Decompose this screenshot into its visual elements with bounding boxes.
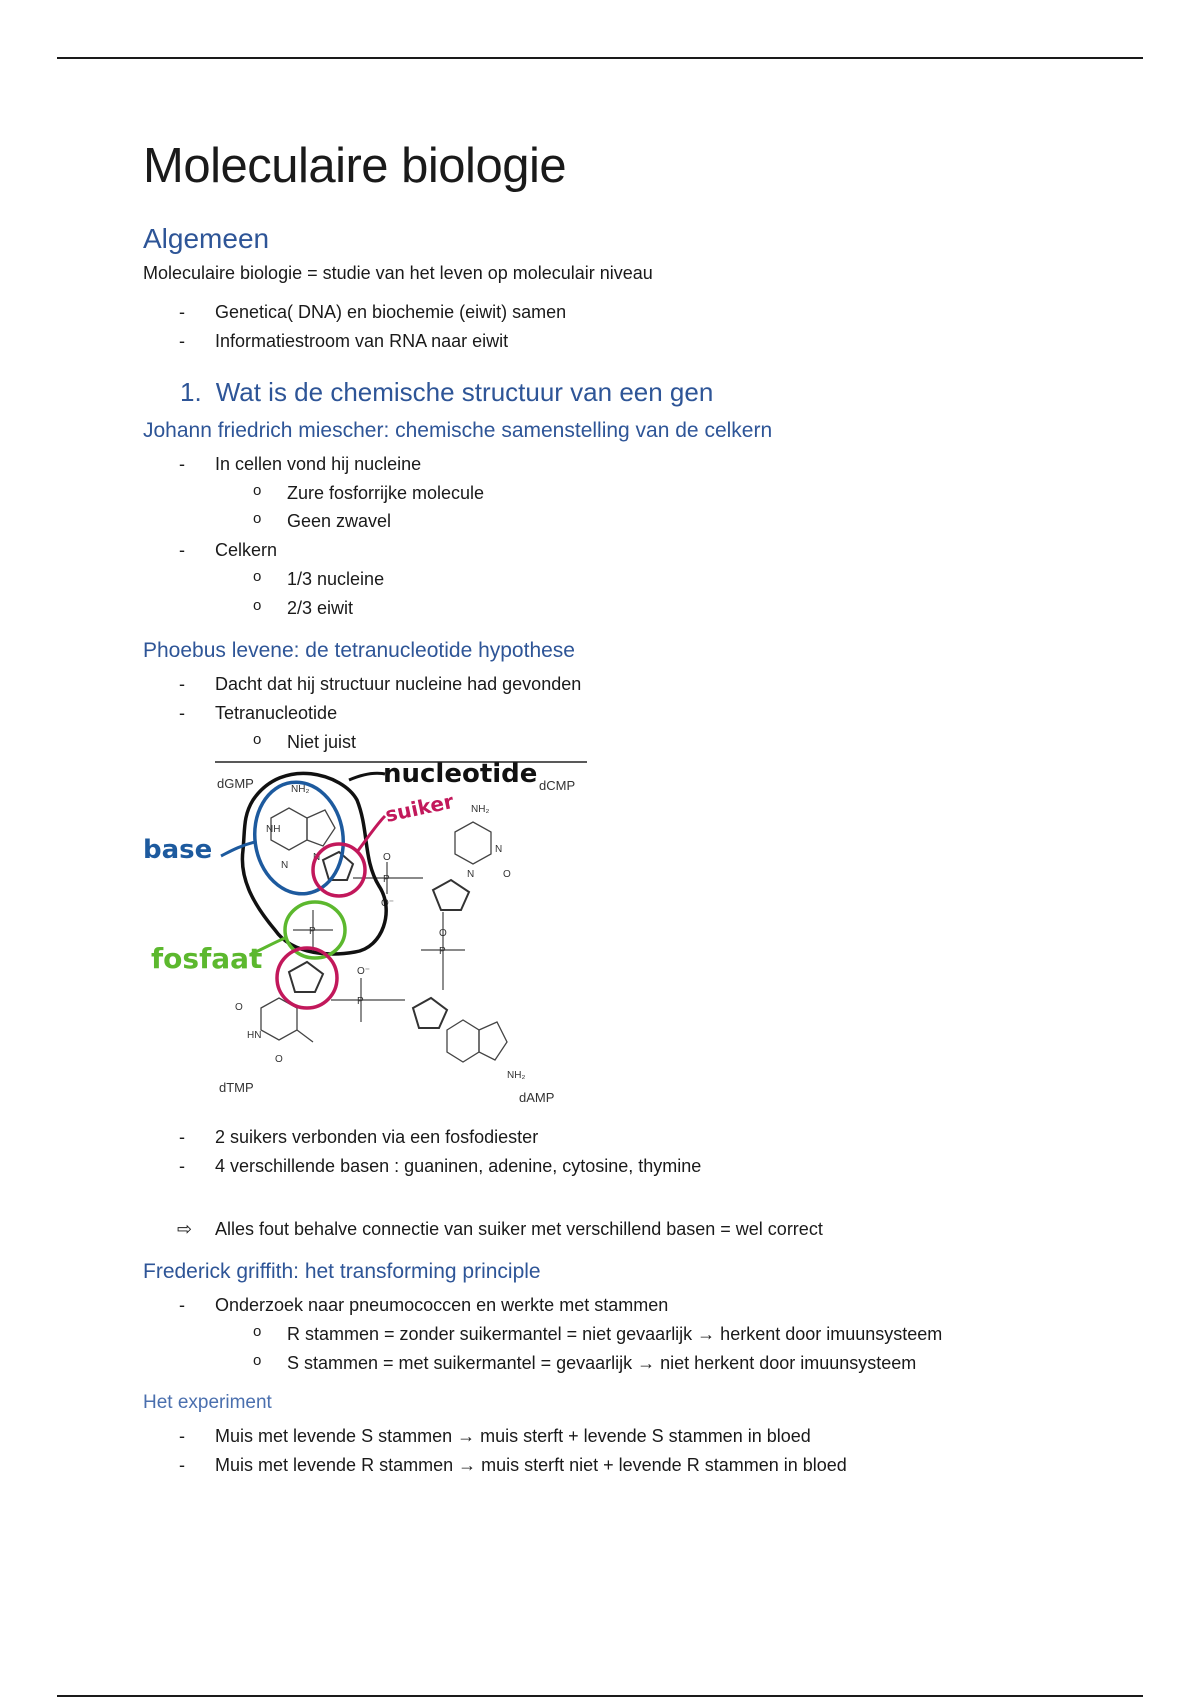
algemeen-list <box>143 298 1083 356</box>
cytosine-base <box>455 822 491 864</box>
sub-list-item: o Geen zwavel <box>143 507 1083 536</box>
bottom-rule <box>57 1695 1143 1697</box>
label-dcmp: dCMP <box>539 778 576 794</box>
atom-nh2: NH₂ <box>507 1070 526 1082</box>
miescher-list <box>143 450 1083 623</box>
atom-p: P <box>357 996 364 1008</box>
section-1-heading <box>180 377 1083 408</box>
sub-list-item: o S stammen = met suikermantel = gevaarlijk → niet herkent door imuunsysteem <box>143 1349 1083 1378</box>
atom-p: P <box>439 946 446 958</box>
phosphate-bottom <box>331 978 405 1022</box>
adenine-base <box>447 1020 507 1062</box>
heading-algemeen: Algemeen <box>143 222 270 254</box>
sugar-ring-2 <box>433 880 469 910</box>
page-title: Moleculaire biologie <box>143 139 567 193</box>
experiment-list <box>143 1422 1083 1480</box>
spacer <box>143 1181 1083 1215</box>
atom-o: O <box>383 852 391 864</box>
annotation-suiker: suiker <box>383 789 456 828</box>
levene-list-after <box>143 1123 1083 1181</box>
document-page <box>143 140 1083 1480</box>
section-number: 1. <box>180 377 202 408</box>
atom-o: O <box>275 1054 283 1066</box>
atom-n: N <box>281 860 289 872</box>
base-arrow <box>221 842 255 856</box>
griffith-list <box>143 1291 1083 1377</box>
sub-list-item: o Niet juist <box>143 728 1083 757</box>
atom-o-minus: O⁻ <box>357 966 371 978</box>
levene-conclusion <box>143 1215 1083 1244</box>
atom-o-minus: O⁻ <box>381 898 395 910</box>
list-item: - Celkern <box>143 536 1083 565</box>
annotation-nucleotide: nucleotide <box>383 760 538 790</box>
thymine-base <box>261 998 313 1042</box>
nucleotide-figure <box>143 760 763 1115</box>
list-item: - Dacht dat hij structuur nucleine had gevonden <box>143 670 1083 699</box>
label-dtmp: dTMP <box>219 1080 254 1096</box>
sub-list-item: o 1/3 nucleine <box>143 565 1083 594</box>
heading-miescher: Johann friedrich miescher: chemische samenstelling van de celkern <box>143 418 773 442</box>
atom-p: P <box>383 874 390 886</box>
atom-p: P <box>309 926 316 938</box>
intro-text: Moleculaire biologie = studie van het leven op moleculair niveau <box>143 263 653 284</box>
section-title: Wat is de chemische structuur van een gen <box>215 377 714 408</box>
list-item: - Onderzoek naar pneumococcen en werkte met stammen <box>143 1291 1083 1320</box>
sub-list-item: o R stammen = zonder suikermantel = niet gevaarlijk → herkent door imuunsysteem <box>143 1320 1083 1349</box>
list-item: - Muis met levende S stammen → muis sterft + levende S stammen in bloed <box>143 1422 1083 1451</box>
atom-o: O <box>503 869 511 881</box>
atom-o: O <box>235 1002 243 1014</box>
heading-levene: Phoebus levene: de tetranucleotide hypothese <box>143 638 575 662</box>
conclusion-item: ⇨ Alles fout behalve connectie van suiker met verschillend basen = wel correct <box>143 1215 1083 1244</box>
dna-structure-diagram <box>143 760 763 1115</box>
atom-hn: HN <box>247 1030 262 1042</box>
guanine-base <box>271 808 335 850</box>
heading-griffith: Frederick griffith: het transforming principle <box>143 1259 541 1283</box>
heading-experiment: Het experiment <box>143 1392 272 1414</box>
atom-n: N <box>467 869 475 881</box>
list-item: - Tetranucleotide <box>143 699 1083 728</box>
list-item: - 2 suikers verbonden via een fosfodiester <box>143 1123 1083 1152</box>
label-damp: dAMP <box>519 1090 555 1106</box>
sub-list-item: o Zure fosforrijke molecule <box>143 479 1083 508</box>
atom-n: N <box>313 852 321 864</box>
list-item: - Genetica( DNA) en biochemie (eiwit) samen <box>143 298 1083 327</box>
sugar-ring-3 <box>289 962 323 992</box>
sub-list-item: o 2/3 eiwit <box>143 594 1083 623</box>
nucleotide-arrow <box>349 774 385 781</box>
list-item: - 4 verschillende basen : guaninen, adenine, cytosine, thymine <box>143 1152 1083 1181</box>
sugar-ring-4 <box>413 998 447 1028</box>
list-item: - Informatiestroom van RNA naar eiwit <box>143 327 1083 356</box>
atom-nh2: NH₂ <box>291 784 310 796</box>
list-item: - Muis met levende R stammen → muis sterft niet + levende R stammen in bloed <box>143 1451 1083 1480</box>
label-dgmp: dGMP <box>217 776 254 792</box>
list-item: - In cellen vond hij nucleine <box>143 450 1083 479</box>
atom-o: O <box>439 928 447 940</box>
atom-nh: NH <box>266 824 281 836</box>
annotation-fosfaat: fosfaat <box>151 942 263 976</box>
atom-n: N <box>495 844 503 856</box>
atom-nh2: NH₂ <box>471 804 490 816</box>
top-rule <box>57 57 1143 59</box>
annotation-base: base <box>143 835 213 866</box>
levene-list <box>143 670 1083 756</box>
